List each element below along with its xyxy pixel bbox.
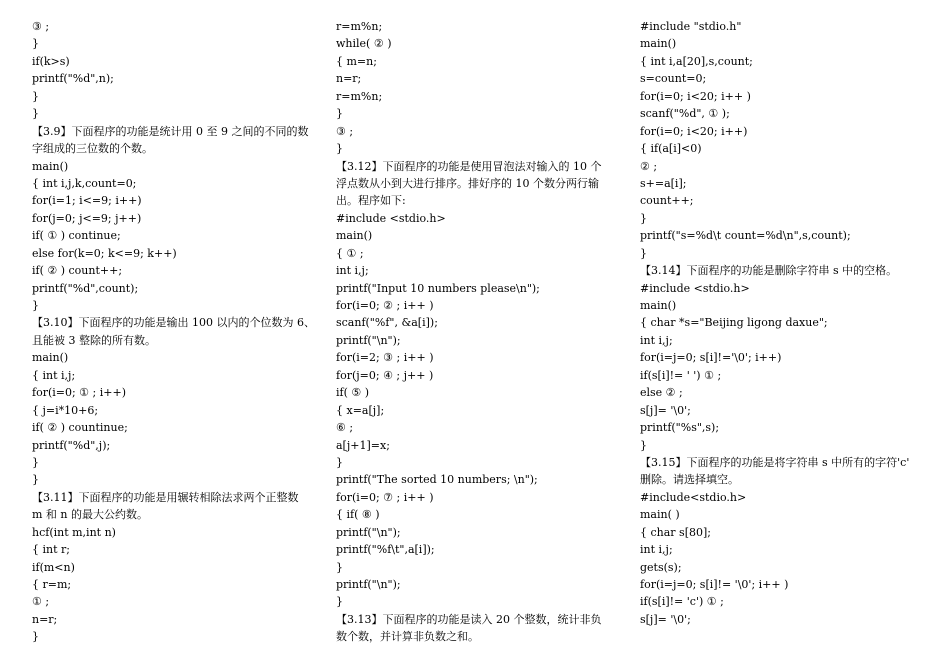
code-line: ① ; xyxy=(32,595,50,609)
code-line: main() xyxy=(336,229,373,243)
code-line: printf("The sorted 10 numbers; \n"); xyxy=(336,473,538,487)
code-line: 浮点数从小到大进行排序。排好序的 10 个数分两行输 xyxy=(336,176,599,190)
code-line: n=r; xyxy=(336,72,362,86)
code-line: { ① ; xyxy=(336,246,364,260)
code-line: printf("%d",j); xyxy=(32,438,111,452)
code-line: for(i=0; i<20; i++) xyxy=(640,124,748,138)
code-line: r=m%n; xyxy=(336,89,383,103)
code-line: #include <stdio.h> xyxy=(336,211,446,225)
code-line: printf("%d",count); xyxy=(32,281,139,295)
code-line: { x=a[j]; xyxy=(336,403,385,417)
code-line: #include "stdio.h" xyxy=(640,20,742,33)
problem-heading-line: 【3.13】下面程序的功能是读入 20 个整数，统计非负 xyxy=(336,612,602,626)
code-line: { int r; xyxy=(32,543,70,557)
code-line: } xyxy=(336,455,343,469)
code-line: } xyxy=(336,560,343,574)
code-line: printf("\n"); xyxy=(336,578,401,591)
code-line: int i,j; xyxy=(640,543,673,557)
text-column-left xyxy=(32,18,328,646)
code-line: } xyxy=(336,595,343,609)
code-line: 删除。请选择填空。 xyxy=(640,473,739,487)
code-line: scanf("%d", ① ); xyxy=(640,107,730,121)
code-line: printf("%s",s); xyxy=(640,421,720,435)
code-line: { m=n; xyxy=(336,54,377,68)
code-line: if(m<n) xyxy=(32,560,75,574)
problem-heading-line: 【3.11】下面程序的功能是用辗转相除法求两个正整数 xyxy=(32,490,299,504)
code-line: { int i,j,k,count=0; xyxy=(32,176,137,190)
code-line: scanf("%f", &a[i]); xyxy=(336,316,438,330)
code-line: ③ ; xyxy=(336,124,354,138)
code-line: main() xyxy=(32,159,69,173)
code-line: if( ① ) continue; xyxy=(32,229,121,243)
code-line: { if( ⑧ ) xyxy=(336,508,380,522)
code-line: printf("%f\t",a[i]); xyxy=(336,543,435,557)
code-line: 字组成的三位数的个数。 xyxy=(32,142,153,156)
code-line: ③ ; xyxy=(32,20,50,33)
code-line: { char *s="Beijing ligong daxue"; xyxy=(640,316,828,330)
code-line: hcf(int m,int n) xyxy=(32,525,116,539)
code-line: { char s[80]; xyxy=(640,525,711,539)
code-line: else for(k=0; k<=9; k++) xyxy=(32,246,177,260)
text-column-middle xyxy=(336,18,632,646)
code-line: if( ⑤ ) xyxy=(336,386,370,400)
code-line: #include <stdio.h> xyxy=(640,281,750,295)
code-line: } xyxy=(336,107,343,121)
code-line: count++; xyxy=(640,194,694,208)
code-line: r=m%n; xyxy=(336,20,383,33)
code-line: { int i,j; xyxy=(32,368,76,382)
code-line: while( ② ) xyxy=(336,37,392,51)
code-line: main( ) xyxy=(640,508,680,522)
code-line: } xyxy=(32,630,39,644)
code-line: { r=m; xyxy=(32,578,72,591)
code-line: int i,j; xyxy=(640,333,673,347)
code-line: a[j+1]=x; xyxy=(336,438,390,452)
code-line: gets(s); xyxy=(640,560,682,574)
problem-heading-line: 【3.12】下面程序的功能是使用冒泡法对输入的 10 个 xyxy=(336,159,602,173)
code-line: } xyxy=(32,89,39,103)
problem-heading-line: 【3.14】下面程序的功能是删除字符串 s 中的空格。 xyxy=(640,264,898,278)
code-line: int i,j; xyxy=(336,264,369,278)
problem-heading-line: 【3.15】下面程序的功能是将字符串 s 中所有的字符'c' xyxy=(640,455,910,469)
problem-heading-line: 【3.10】下面程序的功能是输出 100 以内的个位数为 6、 xyxy=(32,316,315,330)
code-line: for(j=0; j<=9; j++) xyxy=(32,211,142,225)
code-line: { j=i*10+6; xyxy=(32,403,99,417)
code-line: main() xyxy=(32,351,69,365)
code-line: printf("Input 10 numbers please\n"); xyxy=(336,281,540,295)
code-line: if(s[i]!= 'c') ① ; xyxy=(640,595,724,609)
code-line: for(i=j=0; s[i]!='\0'; i++) xyxy=(640,351,782,365)
code-line: } xyxy=(336,142,343,156)
code-line: ② ; xyxy=(640,159,658,173)
code-line: else ② ; xyxy=(640,386,683,400)
code-line: main() xyxy=(640,299,677,312)
code-line: printf("s=%d\t count=%d\n",s,count); xyxy=(640,229,851,243)
code-line: s[j]= '\0'; xyxy=(640,612,691,626)
code-line: if(s[i]!= ' ') ① ; xyxy=(640,368,722,382)
code-line: 数个数，并计算非负数之和。 xyxy=(336,630,479,644)
code-line: } xyxy=(32,107,39,121)
code-line: for(i=0; ⑦ ; i++ ) xyxy=(336,490,434,504)
code-line: { if(a[i]<0) xyxy=(640,142,702,156)
code-line: printf("%d",n); xyxy=(32,72,114,86)
code-line: } xyxy=(640,438,647,452)
code-line: if( ② ) countinue; xyxy=(32,421,128,435)
code-line: for(i=0; i<20; i++ ) xyxy=(640,89,751,103)
code-line: for(i=0; ① ; i++) xyxy=(32,386,126,400)
code-line: for(j=0; ④ ; j++ ) xyxy=(336,368,434,382)
code-line: } xyxy=(32,37,39,51)
code-line: s+=a[i]; xyxy=(640,176,687,190)
code-line: 出。程序如下: xyxy=(336,194,406,208)
code-line: if(k>s) xyxy=(32,54,70,68)
code-line: main() xyxy=(640,37,677,51)
code-line: for(i=1; i<=9; i++) xyxy=(32,194,142,208)
code-line: for(i=0; ② ; i++ ) xyxy=(336,299,434,312)
code-line: m 和 n 的最大公约数。 xyxy=(32,508,149,522)
code-line: } xyxy=(32,455,39,469)
code-line: } xyxy=(640,246,647,260)
code-line: { int i,a[20],s,count; xyxy=(640,54,753,68)
code-line: printf("\n"); xyxy=(336,333,401,347)
problem-heading-line: 【3.9】下面程序的功能是统计用 0 至 9 之间的不同的数 xyxy=(32,124,309,138)
code-line: } xyxy=(640,211,647,225)
code-line: printf("\n"); xyxy=(336,525,401,539)
code-line: s[j]= '\0'; xyxy=(640,403,691,417)
text-column-right xyxy=(640,18,936,628)
code-line: for(i=j=0; s[i]!= '\0'; i++ ) xyxy=(640,578,789,591)
code-line: n=r; xyxy=(32,612,58,626)
code-line: } xyxy=(32,299,39,312)
code-line: #include<stdio.h> xyxy=(640,490,747,504)
code-line: if( ② ) count++; xyxy=(32,264,123,278)
code-line: s=count=0; xyxy=(640,72,707,86)
code-line: 且能被 3 整除的所有数。 xyxy=(32,333,156,347)
code-line: for(i=2; ③ ; i++ ) xyxy=(336,351,434,365)
code-line: } xyxy=(32,473,39,487)
code-line: ⑥ ; xyxy=(336,421,354,435)
